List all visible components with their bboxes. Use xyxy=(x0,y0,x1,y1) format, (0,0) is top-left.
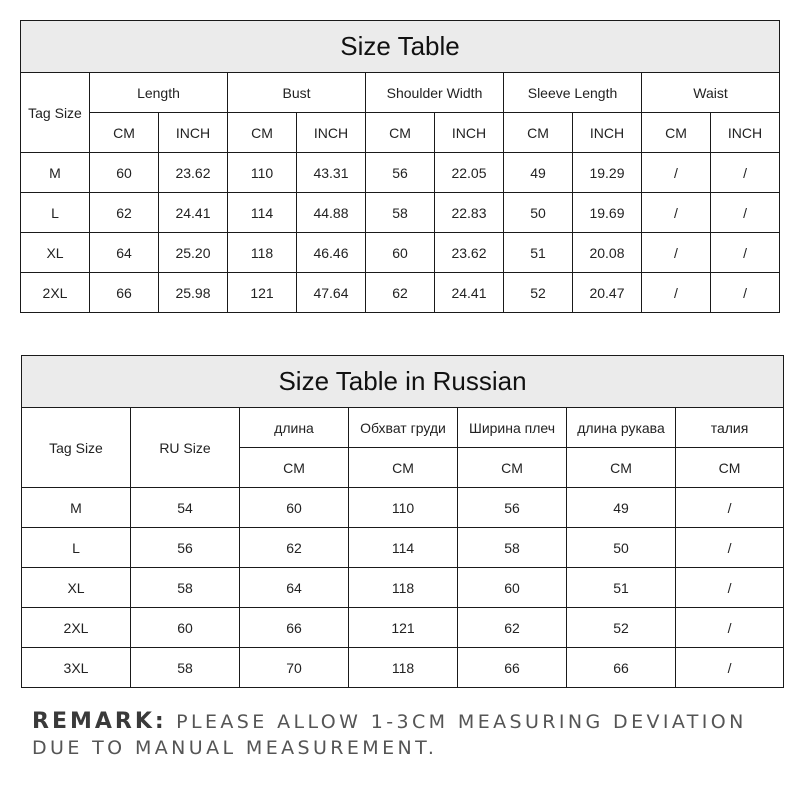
table-cell: 49 xyxy=(567,488,676,528)
size-label-cell: XL xyxy=(22,568,131,608)
table-cell: 51 xyxy=(567,568,676,608)
table-cell: 118 xyxy=(349,568,458,608)
table-cell: 58 xyxy=(131,568,240,608)
bust-header: Обхват груди xyxy=(349,408,458,448)
unit-header: INCH xyxy=(159,113,228,153)
unit-header: CM xyxy=(240,448,349,488)
unit-header: CM xyxy=(366,113,435,153)
table-row xyxy=(22,648,784,688)
table-cell: 60 xyxy=(90,153,159,193)
table-cell: 50 xyxy=(504,193,573,233)
size-label-cell: 3XL xyxy=(22,648,131,688)
remark-text: PLEASE ALLOW 1-3CM MEASURING DEVIATION DUE TO MANUAL MEASUREMENT. xyxy=(32,711,747,759)
table-cell: 25.20 xyxy=(159,233,228,273)
table-cell: 62 xyxy=(90,193,159,233)
size-label-cell: M xyxy=(21,153,90,193)
tag-size-header: Tag Size xyxy=(21,73,90,153)
unit-header: CM xyxy=(642,113,711,153)
size-table xyxy=(20,20,780,313)
table-row xyxy=(22,528,784,568)
table-cell: 47.64 xyxy=(297,273,366,313)
table-cell: 62 xyxy=(366,273,435,313)
size-label-cell: M xyxy=(22,488,131,528)
unit-header: CM xyxy=(90,113,159,153)
sleeve-length-header: длина рукава xyxy=(567,408,676,448)
table-cell: 60 xyxy=(131,608,240,648)
table-cell: 50 xyxy=(567,528,676,568)
unit-header: CM xyxy=(228,113,297,153)
unit-header: INCH xyxy=(573,113,642,153)
table-cell: 20.47 xyxy=(573,273,642,313)
table-cell: 66 xyxy=(458,648,567,688)
shoulder-width-header: Shoulder Width xyxy=(366,73,504,113)
table-cell: / xyxy=(642,273,711,313)
waist-header: талия xyxy=(676,408,784,448)
table-cell: / xyxy=(711,193,780,233)
table-row xyxy=(21,193,780,233)
unit-header: CM xyxy=(458,448,567,488)
table-cell: 19.69 xyxy=(573,193,642,233)
size-label-cell: XL xyxy=(21,233,90,273)
remark-label: REMARK: xyxy=(32,709,167,734)
shoulder-width-header: Ширина плеч xyxy=(458,408,567,448)
unit-header: CM xyxy=(676,448,784,488)
ru-size-header: RU Size xyxy=(131,408,240,488)
table-cell: 58 xyxy=(458,528,567,568)
table-cell: 51 xyxy=(504,233,573,273)
table-cell: / xyxy=(676,528,784,568)
sleeve-length-header: Sleeve Length xyxy=(504,73,642,113)
table-cell: 64 xyxy=(240,568,349,608)
table-row xyxy=(21,273,780,313)
tag-size-header: Tag Size xyxy=(22,408,131,488)
table-cell: / xyxy=(642,193,711,233)
unit-header: CM xyxy=(504,113,573,153)
table-cell: 24.41 xyxy=(435,273,504,313)
table-cell: 60 xyxy=(458,568,567,608)
remark-note xyxy=(32,709,792,761)
size-label-cell: L xyxy=(21,193,90,233)
table-cell: 110 xyxy=(349,488,458,528)
table-cell: / xyxy=(711,233,780,273)
table-cell: 23.62 xyxy=(435,233,504,273)
table-cell: 66 xyxy=(240,608,349,648)
table-cell: 52 xyxy=(567,608,676,648)
table-row xyxy=(21,233,780,273)
size-label-cell: L xyxy=(22,528,131,568)
size-label-cell: 2XL xyxy=(21,273,90,313)
table-cell: / xyxy=(676,568,784,608)
table-cell: 60 xyxy=(366,233,435,273)
length-header: Length xyxy=(90,73,228,113)
unit-header: CM xyxy=(349,448,458,488)
unit-header: INCH xyxy=(435,113,504,153)
table-cell: 44.88 xyxy=(297,193,366,233)
table-row xyxy=(22,568,784,608)
table-cell: 19.29 xyxy=(573,153,642,193)
table-cell: 114 xyxy=(228,193,297,233)
table-cell: 121 xyxy=(349,608,458,648)
table-cell: 22.05 xyxy=(435,153,504,193)
table-cell: 118 xyxy=(349,648,458,688)
unit-header: CM xyxy=(567,448,676,488)
table-cell: 54 xyxy=(131,488,240,528)
table-cell: 118 xyxy=(228,233,297,273)
table-row xyxy=(22,608,784,648)
table-cell: 110 xyxy=(228,153,297,193)
table-row xyxy=(21,153,780,193)
table-cell: 66 xyxy=(90,273,159,313)
table-cell: / xyxy=(676,608,784,648)
table-cell: 60 xyxy=(240,488,349,528)
table-cell: 56 xyxy=(458,488,567,528)
table-cell: 52 xyxy=(504,273,573,313)
table-cell: 58 xyxy=(131,648,240,688)
table-cell: / xyxy=(711,153,780,193)
russian-table-title: Size Table in Russian xyxy=(22,356,784,408)
size-label-cell: 2XL xyxy=(22,608,131,648)
table-cell: 56 xyxy=(366,153,435,193)
waist-header: Waist xyxy=(642,73,780,113)
russian-size-table xyxy=(21,355,784,688)
table-cell: 121 xyxy=(228,273,297,313)
table-cell: 49 xyxy=(504,153,573,193)
unit-header: INCH xyxy=(711,113,780,153)
table-cell: 70 xyxy=(240,648,349,688)
table-cell: 64 xyxy=(90,233,159,273)
table-cell: 62 xyxy=(240,528,349,568)
table-cell: 46.46 xyxy=(297,233,366,273)
table-cell: / xyxy=(642,233,711,273)
table-cell: 56 xyxy=(131,528,240,568)
table-cell: 43.31 xyxy=(297,153,366,193)
table-cell: 23.62 xyxy=(159,153,228,193)
table-row xyxy=(22,488,784,528)
unit-header: INCH xyxy=(297,113,366,153)
table-cell: 114 xyxy=(349,528,458,568)
table-cell: 22.83 xyxy=(435,193,504,233)
table-cell: 20.08 xyxy=(573,233,642,273)
table-cell: 25.98 xyxy=(159,273,228,313)
table-cell: 62 xyxy=(458,608,567,648)
table-cell: / xyxy=(676,488,784,528)
table-cell: 24.41 xyxy=(159,193,228,233)
table-cell: / xyxy=(676,648,784,688)
table-cell: / xyxy=(711,273,780,313)
table-cell: 66 xyxy=(567,648,676,688)
size-table-title: Size Table xyxy=(21,21,780,73)
bust-header: Bust xyxy=(228,73,366,113)
table-cell: 58 xyxy=(366,193,435,233)
length-header: длина xyxy=(240,408,349,448)
table-cell: / xyxy=(642,153,711,193)
